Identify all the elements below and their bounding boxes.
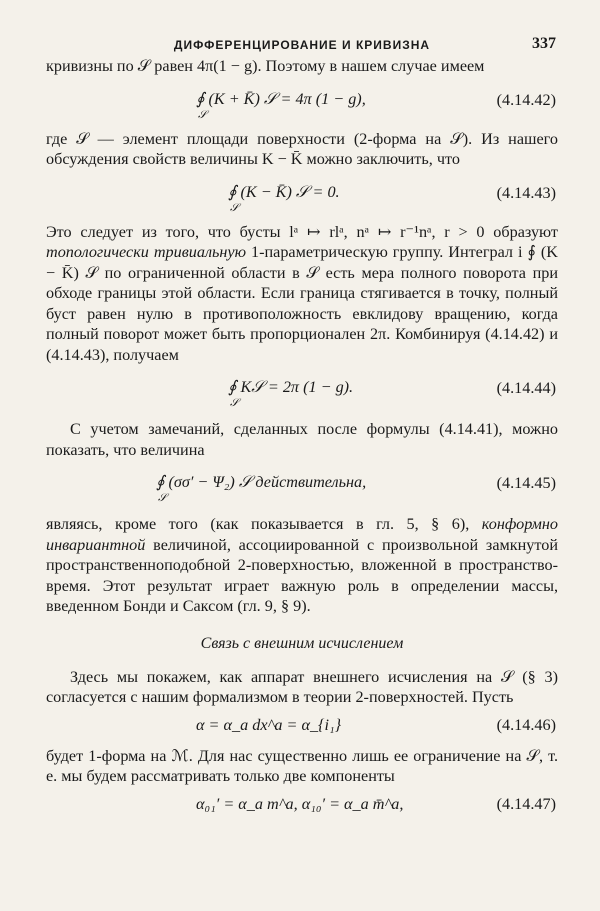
contour-subscript: 𝒮: [230, 397, 239, 409]
equation-number: (4.14.47): [496, 794, 556, 813]
paragraph: [46, 514, 558, 617]
equation-number: (4.14.45): [496, 474, 556, 492]
running-header: [46, 30, 558, 56]
paragraph: С учетом замечаний, сделанных после формулы (4.14.41), можно показать, что величина: [46, 420, 558, 459]
equation-4-14-42: [46, 77, 558, 119]
paragraph: будет 1-форма на ℳ. Для нас существенно лишь ее ограничение на 𝒮, т. е. мы будем рассматривать только две компоненты: [46, 746, 558, 785]
text-run: величиной, ассоциированной с произвольной замкнутой пространственноподобной 2-поверхностью, вложенной в пространство-время. Этот результат играет важную роль в определении массы, введенном Бонди и Саксом (гл. 9, § 9).: [46, 535, 558, 615]
contour-subscript: 𝒮: [158, 492, 167, 504]
text-run: Это следует из того, что бусты lᵃ ↦ rlᵃ, nᵃ ↦ r⁻¹nᵃ, r > 0 образуют: [46, 222, 558, 241]
equation-formula: ∮ K𝒮 = 2π (1 − g).: [228, 378, 354, 396]
equation-formula: ∮ (K − K̄) 𝒮 = 0.: [228, 182, 340, 201]
equation-number: (4.14.42): [496, 90, 556, 109]
paragraph: кривизны по 𝒮 равен 4π(1 − g). Поэтому в нашем случае имеем: [46, 57, 485, 75]
contour-subscript: 𝒮: [230, 201, 239, 214]
equation-number: (4.14.43): [496, 183, 556, 202]
paragraph: Здесь мы покажем, как аппарат внешнего исчисления на 𝒮 (§ 3) согласуется с нашим формализмом в теории 2-поверхностей. Пусть: [46, 667, 558, 706]
equation-formula: ∮ (σσ′ − Ψ₂) 𝒮 действительна,: [156, 473, 367, 491]
equation-formula: α₀₁′ = α_a m^a, α₁₀′ = α_a m̄^a,: [196, 794, 404, 813]
equation-formula: α = α_a dx^a = α_{i₁}: [196, 715, 342, 734]
text-run: 1-параметрическую группу. Интеграл i ∮ (K − K̄) 𝒮 по ограниченной области в 𝒮 есть мера полного поворота при обходе границы этой области. Если граница стягивается в точку, полный буст равен нулю в противоположность евклидову вращению, когда полный поворот может быть пропорционален 2π. Комбинируя (4.14.42) и (4.14.43), получаем: [46, 243, 558, 364]
equation-number: (4.14.44): [496, 379, 556, 397]
emphasis-text: конформно инвариантной: [46, 515, 558, 554]
equation-4-14-46: [46, 708, 558, 742]
equation-4-14-45: [46, 460, 558, 502]
paragraph: [46, 222, 558, 366]
section-title: Связь с внешним исчислением: [200, 634, 404, 652]
text-run: являясь, кроме того (как показывается в гл. 5, § 6),: [46, 515, 482, 533]
page-number: 337: [532, 35, 556, 52]
equation-4-14-44: [46, 365, 558, 407]
book-page: [46, 30, 558, 821]
paragraph: где 𝒮 — элемент площади поверхности (2-форма на 𝒮). Из нашего обсуждения свойств величины K − K̄ можно заключить, что: [46, 129, 558, 168]
emphasis-text: топологически тривиальную: [46, 243, 247, 261]
equation-number: (4.14.46): [496, 715, 556, 734]
equation-4-14-43: [46, 170, 558, 212]
contour-subscript: 𝒮: [198, 108, 207, 121]
equation-4-14-47: [46, 787, 558, 821]
running-title: ДИФФЕРЕНЦИРОВАНИЕ И КРИВИЗНА: [173, 38, 431, 52]
equation-formula: ∮ (K + K̄) 𝒮 = 4π (1 − g),: [196, 89, 366, 108]
